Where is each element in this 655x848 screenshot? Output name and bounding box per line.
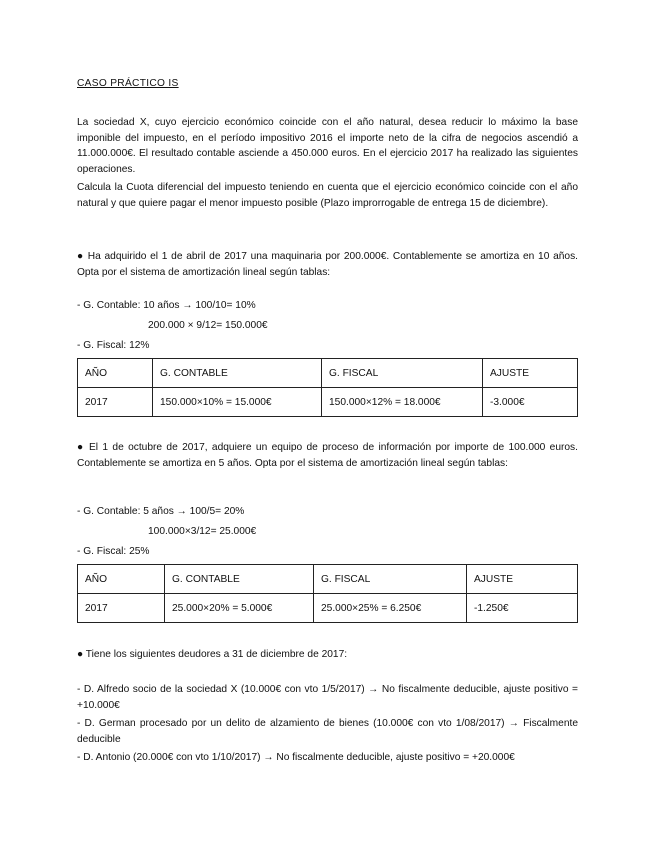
table-header-cell: G. CONTABLE bbox=[153, 359, 322, 388]
item2-calc: 100.000×3/12= 25.000€ bbox=[148, 526, 257, 537]
item3-description: ● Tiene los siguientes deudores a 31 de diciembre de 2017: bbox=[77, 649, 348, 660]
table-header-cell: G. FISCAL bbox=[322, 359, 483, 388]
intro-paragraph-1: La sociedad X, cuyo ejercicio económico coincide con el año natural, desea reducir lo máximo la base imponible del impuesto, en el período impositivo 2016 el importe neto de la cifra de negocios ascendió a 11.000.000€. El resultado contable asciende a 450.000 euros. En el ejercicio 2017 ha realizado las siguientes operaciones. bbox=[77, 117, 578, 175]
item1-table bbox=[77, 358, 578, 417]
item2-table bbox=[77, 564, 578, 623]
table-cell: 2017 bbox=[78, 388, 153, 417]
table-cell: -3.000€ bbox=[483, 388, 578, 417]
item1-contable: - G. Contable: 10 años → 100/10= 10% bbox=[77, 300, 256, 311]
table-cell: 150.000×10% = 15.000€ bbox=[153, 388, 322, 417]
item2-contable: - G. Contable: 5 años → 100/5= 20% bbox=[77, 506, 245, 517]
table-cell: 25.000×25% = 6.250€ bbox=[314, 594, 467, 623]
table-header-cell: AJUSTE bbox=[483, 359, 578, 388]
debtor-antonio: - D. Antonio (20.000€ con vto 1/10/2017) → No fiscalmente deducible, ajuste positivo = +20.000€ bbox=[77, 752, 515, 763]
item2-description: ● El 1 de octubre de 2017, adquiere un equipo de proceso de información por importe de 100.000 euros. Contablemente se amortiza en 5 años. Opta por el sistema de amortización lineal según tablas: bbox=[77, 442, 578, 469]
table-row bbox=[78, 388, 578, 417]
table-header-cell: AJUSTE bbox=[467, 565, 578, 594]
table-header-cell: G. FISCAL bbox=[314, 565, 467, 594]
item1-fiscal: - G. Fiscal: 12% bbox=[77, 340, 150, 351]
table-header-cell: G. CONTABLE bbox=[165, 565, 314, 594]
item2-fiscal: - G. Fiscal: 25% bbox=[77, 546, 150, 557]
item1-description: ● Ha adquirido el 1 de abril de 2017 una maquinaria por 200.000€. Contablemente se amortiza en 10 años. Opta por el sistema de amortización lineal según tablas: bbox=[77, 251, 578, 278]
item1-calc: 200.000 × 9/12= 150.000€ bbox=[148, 320, 268, 331]
table-cell: 25.000×20% = 5.000€ bbox=[165, 594, 314, 623]
table-header-row bbox=[78, 565, 578, 594]
table-header-cell: AÑO bbox=[78, 359, 153, 388]
table-cell: 150.000×12% = 18.000€ bbox=[322, 388, 483, 417]
table-cell: 2017 bbox=[78, 594, 165, 623]
intro-paragraph-2: Calcula la Cuota diferencial del impuesto teniendo en cuenta que el ejercicio económico coincide con el año natural y que quiere pagar el menor impuesto posible (Plazo improrrogable de entrega 15 de diciembre). bbox=[77, 182, 578, 209]
table-header-row bbox=[78, 359, 578, 388]
page-title: CASO PRÁCTICO IS bbox=[77, 78, 179, 89]
debtor-alfredo: - D. Alfredo socio de la sociedad X (10.000€ con vto 1/5/2017) → No fiscalmente deducible, ajuste positivo = +10.000€ bbox=[77, 684, 578, 711]
table-cell: -1.250€ bbox=[467, 594, 578, 623]
debtor-german: - D. German procesado por un delito de alzamiento de bienes (10.000€ con vto 1/08/2017) → Fiscalmente deducible bbox=[77, 718, 578, 745]
table-row bbox=[78, 594, 578, 623]
table-header-cell: AÑO bbox=[78, 565, 165, 594]
